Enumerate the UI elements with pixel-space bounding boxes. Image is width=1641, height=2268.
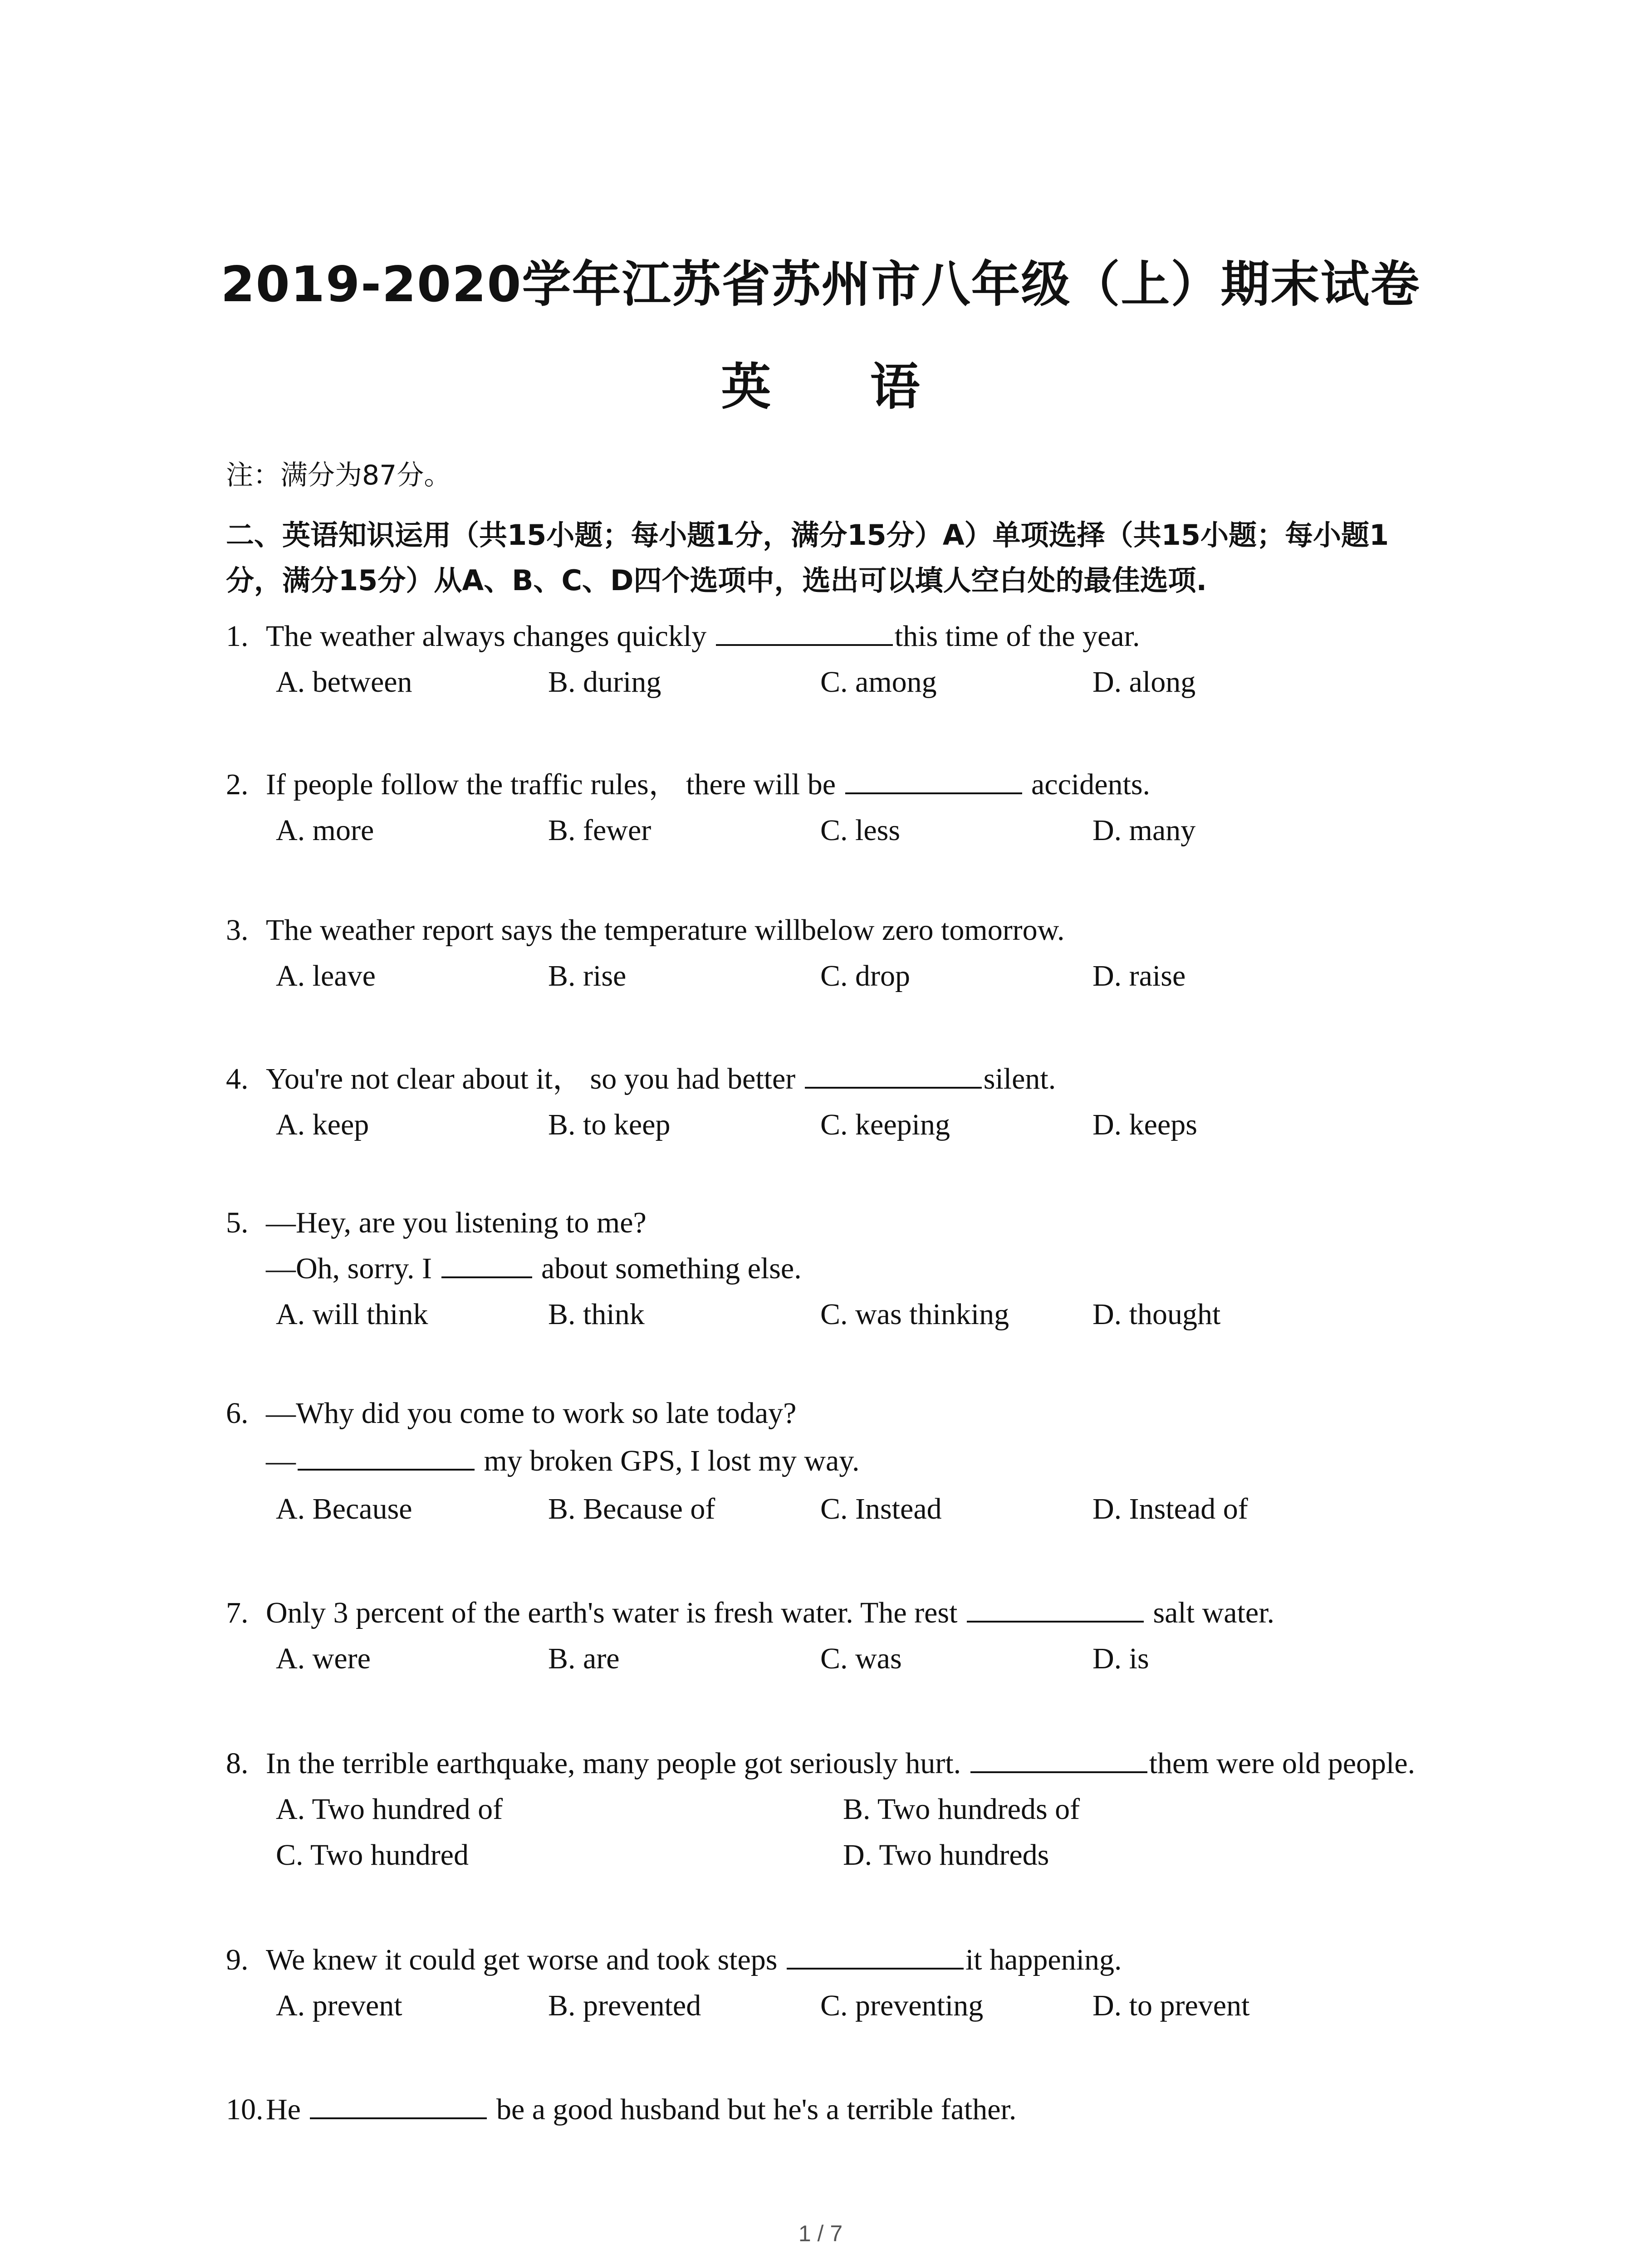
section-instruction-line-1: 二、英语知识运用（共15小题；每小题1分，满分15分）A）单项选择（共15小题；每小题1 — [226, 518, 1389, 552]
option-c[interactable]: C. Instead — [820, 1492, 942, 1525]
question-3 — [226, 907, 1496, 999]
option-b[interactable]: B. prevented — [548, 1989, 701, 2022]
question-number: 10. — [226, 2093, 264, 2126]
option-b[interactable]: B. think — [548, 1298, 645, 1331]
options-row — [226, 1832, 1496, 1878]
question-7 — [226, 1590, 1496, 1681]
option-d[interactable]: D. raise — [1092, 959, 1186, 992]
question-5 — [226, 1200, 1496, 1337]
question-reply: — my broken GPS, I lost my way. — [226, 1436, 1496, 1486]
options-row — [226, 1983, 1496, 2028]
answer-blank[interactable] — [298, 1442, 475, 1471]
option-d[interactable]: D. Instead of — [1092, 1492, 1248, 1525]
answer-blank[interactable] — [970, 1744, 1147, 1773]
options-row — [226, 953, 1496, 999]
option-d[interactable]: D. along — [1092, 665, 1196, 699]
answer-blank[interactable] — [845, 765, 1022, 794]
option-a[interactable]: A. will think — [276, 1298, 428, 1331]
question-2 — [226, 762, 1496, 853]
section-instruction-line-2: 分，满分15分）从A、B、C、D四个选项中，选出可以填人空白处的最佳选项. — [226, 564, 1207, 597]
option-d[interactable]: D. Two hundreds — [843, 1838, 1049, 1872]
question-stem: 10.He be a good husband but he's a terrible father. — [226, 2087, 1496, 2132]
option-b[interactable]: B. are — [548, 1642, 620, 1675]
question-stem: 5. —Hey, are you listening to me? — [226, 1200, 1496, 1246]
options-row — [226, 1486, 1496, 1532]
options-row — [226, 1636, 1496, 1681]
question-10 — [226, 2087, 1496, 2132]
option-d[interactable]: D. keeps — [1092, 1108, 1197, 1141]
option-b[interactable]: B. rise — [548, 959, 627, 992]
answer-blank[interactable] — [967, 1593, 1144, 1623]
options-row — [226, 1291, 1496, 1337]
question-number: 8. — [226, 1747, 249, 1780]
option-a[interactable]: A. Because — [276, 1492, 412, 1525]
question-reply: —Oh, sorry. I about something else. — [226, 1246, 1496, 1291]
option-a[interactable]: A. were — [276, 1642, 371, 1675]
question-stem: 8. In the terrible earthquake, many people got seriously hurt. them were old people. — [226, 1740, 1496, 1786]
question-stem: 3. The weather report says the temperature willbelow zero tomorrow. — [226, 907, 1496, 953]
option-a[interactable]: A. between — [276, 665, 412, 699]
question-number: 9. — [226, 1943, 249, 1976]
question-number: 1. — [226, 620, 249, 653]
option-a[interactable]: A. Two hundred of — [276, 1793, 503, 1826]
option-c[interactable]: C. among — [820, 665, 937, 699]
options-row — [226, 659, 1496, 705]
question-stem: 9. We knew it could get worse and took steps it happening. — [226, 1937, 1496, 1983]
options-row — [226, 1102, 1496, 1148]
option-b[interactable]: B. Because of — [548, 1492, 715, 1525]
option-a[interactable]: A. keep — [276, 1108, 369, 1141]
options-row — [226, 807, 1496, 853]
options-row — [226, 1786, 1496, 1832]
question-stem: 1. The weather always changes quickly this time of the year. — [226, 613, 1496, 659]
question-number: 3. — [226, 914, 249, 947]
option-c[interactable]: C. keeping — [820, 1108, 950, 1141]
score-note: 注：满分为87分。 — [226, 459, 451, 491]
question-8 — [226, 1740, 1496, 1878]
option-b[interactable]: B. to keep — [548, 1108, 671, 1141]
option-c[interactable]: C. was thinking — [820, 1298, 1009, 1331]
option-c[interactable]: C. was — [820, 1642, 902, 1675]
answer-blank[interactable] — [805, 1060, 982, 1089]
question-9 — [226, 1937, 1496, 2028]
option-a[interactable]: A. more — [276, 814, 374, 847]
answer-blank[interactable] — [787, 1941, 964, 1970]
question-stem: 6. —Why did you come to work so late today? — [226, 1390, 1496, 1436]
option-b[interactable]: B. Two hundreds of — [843, 1793, 1080, 1826]
question-6 — [226, 1390, 1496, 1532]
exam-subject: 英 语 — [721, 358, 961, 416]
option-c[interactable]: C. drop — [820, 959, 910, 992]
option-a[interactable]: A. leave — [276, 959, 376, 992]
option-d[interactable]: D. thought — [1092, 1298, 1221, 1331]
option-a[interactable]: A. prevent — [276, 1989, 402, 2022]
question-stem: 2. If people follow the traffic rules， there will be accidents. — [226, 762, 1496, 807]
answer-blank[interactable] — [441, 1249, 532, 1278]
option-d[interactable]: D. many — [1092, 814, 1196, 847]
option-b[interactable]: B. during — [548, 665, 661, 699]
exam-title: 2019-2020学年江苏省苏州市八年级（上）期末试卷 — [220, 256, 1421, 313]
question-number: 5. — [226, 1206, 249, 1239]
option-d[interactable]: D. to prevent — [1092, 1989, 1250, 2022]
question-number: 2. — [226, 768, 249, 801]
question-1 — [226, 613, 1496, 705]
question-stem: 4. You're not clear about it， so you had better silent. — [226, 1056, 1496, 1102]
answer-blank[interactable] — [310, 2090, 487, 2119]
option-c[interactable]: C. less — [820, 814, 901, 847]
question-number: 4. — [226, 1062, 249, 1095]
answer-blank[interactable] — [716, 617, 893, 646]
option-c[interactable]: C. preventing — [820, 1989, 984, 2022]
question-number: 6. — [226, 1397, 249, 1430]
option-b[interactable]: B. fewer — [548, 814, 652, 847]
question-stem: 7. Only 3 percent of the earth's water is fresh water. The rest salt water. — [226, 1590, 1496, 1636]
option-c[interactable]: C. Two hundred — [276, 1838, 469, 1872]
option-d[interactable]: D. is — [1092, 1642, 1149, 1675]
question-4 — [226, 1056, 1496, 1148]
page-number: 1 / 7 — [798, 2221, 843, 2246]
question-number: 7. — [226, 1596, 249, 1629]
